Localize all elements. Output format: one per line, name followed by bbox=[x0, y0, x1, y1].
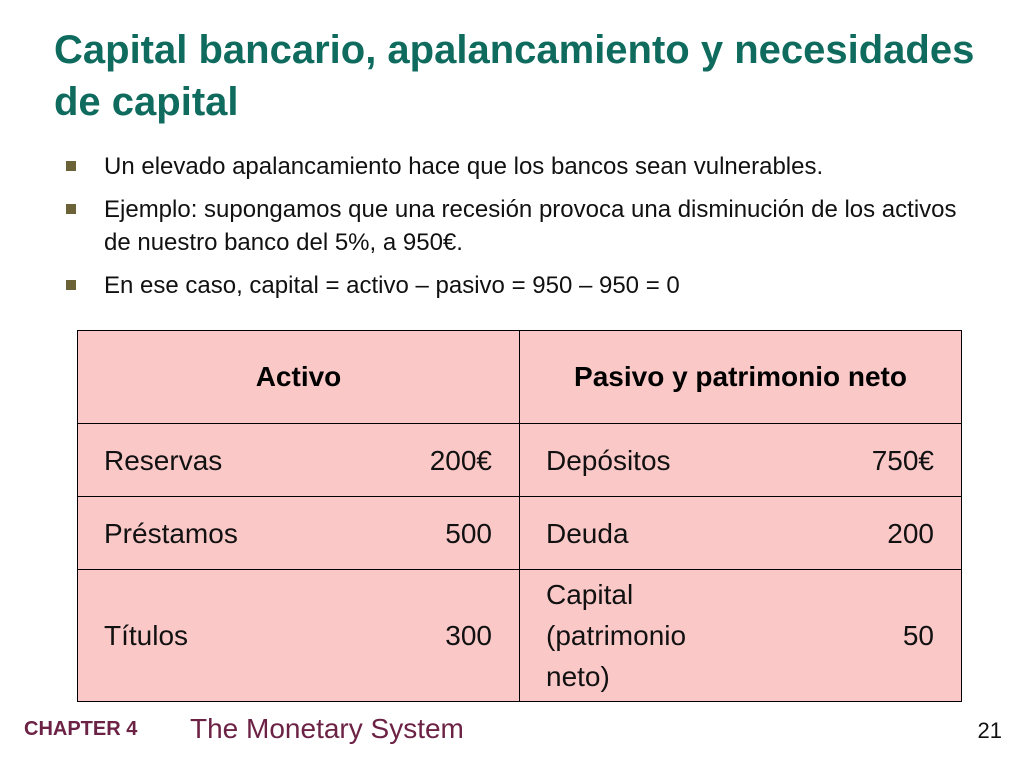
table-row bbox=[78, 570, 961, 701]
asset-value: 200€ bbox=[429, 444, 492, 476]
bullet-item bbox=[66, 193, 986, 259]
bullet-list bbox=[66, 150, 986, 312]
page-number: 21 bbox=[977, 718, 1002, 743]
liability-label: Depósitos bbox=[546, 444, 671, 476]
bullet-text: En ese caso, capital = activo – pasivo = 950 – 950 = 0 bbox=[104, 272, 680, 299]
bullet-text: Un elevado apalancamiento hace que los bancos sean vulnerables. bbox=[104, 153, 824, 180]
asset-value: 500 bbox=[445, 517, 492, 549]
chapter-subject: The Monetary System bbox=[190, 713, 464, 744]
chapter-label: CHAPTER 4 bbox=[24, 718, 138, 740]
liability-value: 750€ bbox=[871, 444, 934, 476]
liability-label: Capital (patrimonio neto) bbox=[546, 579, 687, 692]
bullet-text: Ejemplo: supongamos que una recesión provoca una disminución de los activos de nuestro banco del 5%, a 950€. bbox=[104, 196, 957, 256]
asset-label: Títulos bbox=[104, 620, 189, 651]
square-bullet-icon bbox=[66, 204, 76, 214]
square-bullet-icon bbox=[66, 161, 76, 171]
liability-label: Deuda bbox=[546, 517, 629, 549]
asset-label: Reservas bbox=[104, 444, 223, 476]
liabilities-header: Pasivo y patrimonio neto bbox=[574, 361, 907, 392]
table-row bbox=[78, 497, 961, 570]
square-bullet-icon bbox=[66, 280, 76, 290]
balance-sheet-table bbox=[77, 330, 962, 702]
assets-header: Activo bbox=[255, 361, 342, 392]
asset-value: 300 bbox=[445, 620, 492, 651]
table-header-row bbox=[78, 331, 961, 424]
bullet-item bbox=[66, 150, 986, 183]
bullet-item bbox=[66, 269, 986, 302]
table-row bbox=[78, 424, 961, 497]
asset-label: Préstamos bbox=[104, 517, 238, 549]
slide-title: Capital bancario, apalancamiento y necesidades de capital bbox=[54, 28, 975, 124]
liability-value: 200 bbox=[887, 517, 934, 549]
liability-value: 50 bbox=[902, 620, 934, 651]
